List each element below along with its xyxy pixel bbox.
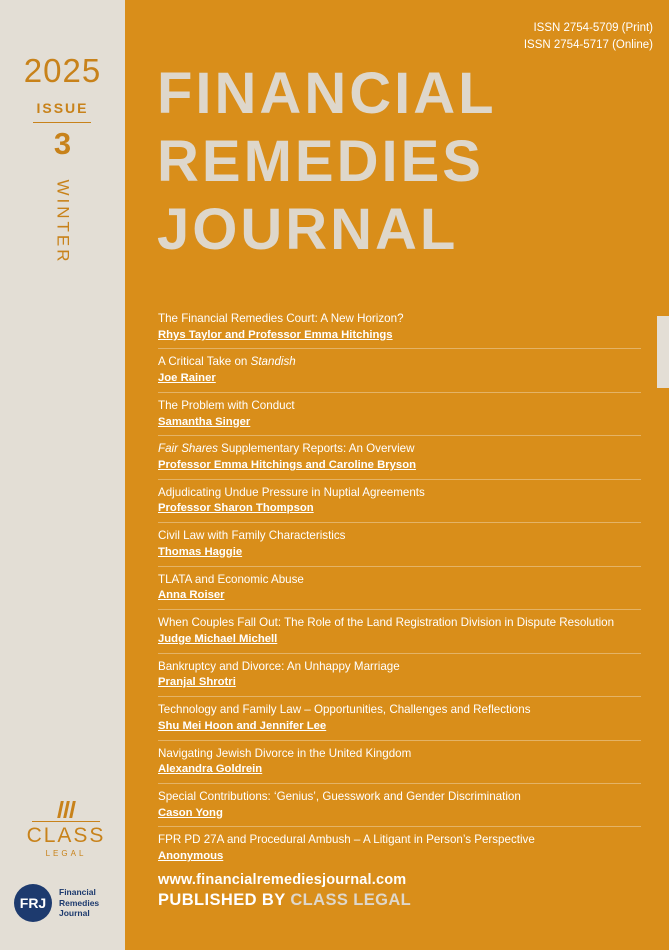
journal-title xyxy=(157,60,649,264)
class-legal-sub: LEGAL xyxy=(45,849,87,858)
contents-entry-title: Bankruptcy and Divorce: An Unhappy Marriage xyxy=(158,659,400,673)
contents-entry[interactable] xyxy=(158,522,641,565)
contents-entry-authors[interactable]: Thomas Haggie xyxy=(158,545,243,558)
contents-entry-title: Civil Law with Family Characteristics xyxy=(158,529,346,543)
issue-label: ISSUE xyxy=(36,100,89,116)
title-line-1: FINANCIAL xyxy=(157,61,497,126)
contents-entry-title: Special Contributions: ‘Genius’, Guesswork and Gender Discrimination xyxy=(158,789,521,803)
contents-entry-title: Navigating Jewish Divorce in the United Kingdom xyxy=(158,746,412,760)
publisher-name: CLASS LEGAL xyxy=(290,891,412,909)
contents-entry-authors[interactable]: Cason Yong xyxy=(158,806,223,819)
frj-logo-text xyxy=(59,887,99,919)
issue-season xyxy=(0,170,125,265)
page-edge-marker xyxy=(657,316,669,388)
website-url[interactable]: www.financialremediesjournal.com xyxy=(158,872,407,888)
cover-spine xyxy=(0,0,125,950)
contents-entry[interactable] xyxy=(158,653,641,696)
class-legal-mark-icon xyxy=(20,801,112,818)
contents-entry-authors[interactable]: Shu Mei Hoon and Jennifer Lee xyxy=(158,719,327,732)
contents-entry-title: FPR PD 27A and Procedural Ambush – A Litigant in Person’s Perspective xyxy=(158,833,535,847)
contents-entry[interactable] xyxy=(158,479,641,522)
contents-entry[interactable] xyxy=(158,566,641,609)
frj-logo xyxy=(14,884,99,922)
spine-divider xyxy=(33,122,91,123)
contents-entry-authors[interactable]: Alexandra Goldrein xyxy=(158,763,263,776)
frj-logo-line1: Financial xyxy=(59,887,96,898)
issue-year: 2025 xyxy=(23,52,102,89)
contents-entry[interactable] xyxy=(158,826,641,869)
contents-entry[interactable] xyxy=(158,783,641,826)
contents-entry-authors[interactable]: Professor Emma Hitchings and Caroline Bryson xyxy=(158,459,417,471)
contents-entry-authors[interactable]: Professor Sharon Thompson xyxy=(158,502,314,515)
frj-logo-line3: Journal xyxy=(59,908,90,919)
contents-entry[interactable] xyxy=(158,740,641,783)
contents-entry-title: The Financial Remedies Court: A New Horizon? xyxy=(158,312,404,325)
issue-season-text: WINTER xyxy=(53,179,73,265)
title-line-3: JOURNAL xyxy=(157,196,459,262)
class-legal-logo xyxy=(20,801,112,858)
contents-entry-title: Adjudicating Undue Pressure in Nuptial Agreements xyxy=(158,485,425,499)
contents-list xyxy=(158,306,641,870)
contents-entry-title: TLATA and Economic Abuse xyxy=(158,572,304,586)
contents-entry[interactable] xyxy=(158,306,641,348)
issue-number: 3 xyxy=(53,126,72,161)
contents-entry[interactable] xyxy=(158,696,641,739)
issn-online: ISSN 2754-5717 (Online) xyxy=(523,38,653,51)
issn-print: ISSN 2754-5709 (Print) xyxy=(533,22,653,34)
title-line-2: REMEDIES xyxy=(157,128,484,194)
cover-footer xyxy=(158,872,411,910)
contents-entry-authors[interactable]: Pranjal Shrotri xyxy=(158,676,236,689)
class-legal-rule xyxy=(32,821,100,822)
contents-entry-title: Technology and Family Law – Opportunities, Challenges and Reflections xyxy=(158,703,531,717)
frj-logo-line2: Remedies xyxy=(59,897,100,908)
contents-entry-title: When Couples Fall Out: The Role of the Land Registration Division in Dispute Resolution xyxy=(158,616,615,630)
contents-entry-authors[interactable]: Judge Michael Michell xyxy=(158,632,278,645)
publisher-line xyxy=(158,891,411,910)
contents-entry-title: Fair Shares Supplementary Reports: An Overview xyxy=(158,442,415,456)
contents-entry-authors[interactable]: Samantha Singer xyxy=(158,415,251,428)
frj-monogram-icon: FRJ xyxy=(14,884,52,922)
contents-entry[interactable] xyxy=(158,435,641,478)
cover-main xyxy=(125,0,669,950)
contents-entry[interactable] xyxy=(158,392,641,435)
contents-entry-authors[interactable]: Anna Roiser xyxy=(158,589,225,602)
published-by-label: PUBLISHED BY xyxy=(158,891,286,909)
class-legal-name: CLASS xyxy=(26,823,106,847)
issn-block xyxy=(524,20,653,53)
contents-entry[interactable] xyxy=(158,348,641,391)
contents-entry-title: The Problem with Conduct xyxy=(158,398,295,412)
contents-entry-title: A Critical Take on Standish xyxy=(158,355,296,369)
contents-entry-authors[interactable]: Joe Rainer xyxy=(158,372,216,385)
contents-entry-authors[interactable]: Rhys Taylor and Professor Emma Hitchings xyxy=(158,328,393,341)
contents-entry[interactable] xyxy=(158,609,641,652)
contents-entry-authors[interactable]: Anonymous xyxy=(158,850,224,863)
